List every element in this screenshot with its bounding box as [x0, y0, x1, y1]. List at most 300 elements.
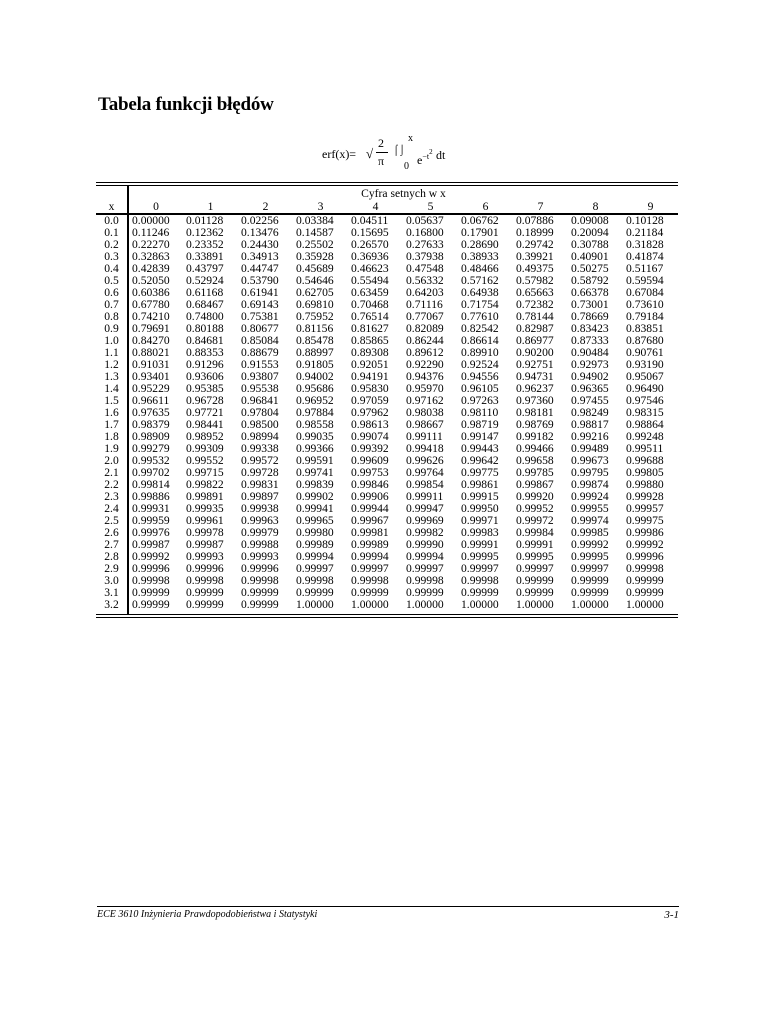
table-cell: 0.94376 — [406, 370, 444, 383]
table-cell: 0.99572 — [241, 454, 279, 467]
table-cell: 0.00000 — [132, 214, 170, 227]
table-cell: 0.99985 — [571, 526, 609, 539]
table-cell: 0.99971 — [461, 514, 499, 527]
formula-dt: dt — [436, 148, 446, 162]
table-cell: 0.87680 — [626, 334, 664, 347]
formula-exp-square: 2 — [429, 148, 433, 156]
table-cell: 0.99998 — [296, 574, 334, 587]
table-cell: 0.97962 — [351, 406, 389, 419]
table-cell: 0.98379 — [132, 418, 170, 431]
table-cell: 1.00000 — [296, 598, 334, 611]
row-x-value: 0.8 — [96, 311, 128, 323]
table-cell: 0.95067 — [626, 370, 664, 383]
table-cell: 0.97162 — [406, 394, 444, 407]
table-cell: 0.96728 — [186, 394, 224, 407]
table-cell: 0.99999 — [186, 598, 224, 611]
table-cell: 0.99902 — [296, 490, 334, 503]
table-cell: 0.99111 — [406, 430, 443, 443]
row-x-value: 0.4 — [96, 263, 128, 275]
table-cell: 0.98994 — [241, 430, 279, 443]
row-x-value: 1.1 — [96, 347, 128, 359]
table-cell: 0.93190 — [626, 358, 664, 371]
table-cell: 0.99741 — [296, 466, 334, 479]
table-cell: 0.71116 — [406, 298, 443, 311]
table-cell: 0.83851 — [626, 322, 664, 335]
table-cell: 0.99996 — [241, 562, 279, 575]
table-cell: 0.94191 — [351, 370, 389, 383]
table-cell: 0.99999 — [241, 598, 279, 611]
table-cell: 1.00000 — [626, 598, 664, 611]
table-cell: 0.99999 — [571, 574, 609, 587]
table-cell: 0.88021 — [132, 346, 170, 359]
table-cell: 0.99658 — [516, 454, 554, 467]
table-cell: 0.95830 — [351, 382, 389, 395]
table-cell: 0.99642 — [461, 454, 499, 467]
table-cell: 0.90484 — [571, 346, 609, 359]
table-cell: 0.96365 — [571, 382, 609, 395]
table-cell: 0.85865 — [351, 334, 389, 347]
row-x-value: 3.1 — [96, 587, 128, 599]
table-cell: 1.00000 — [351, 598, 389, 611]
table-cell: 0.46623 — [351, 262, 389, 275]
table-cell: 0.45689 — [296, 262, 334, 275]
table-cell: 0.93807 — [241, 370, 279, 383]
table-cell: 0.85478 — [296, 334, 334, 347]
table-cell: 0.22270 — [132, 238, 170, 251]
table-cell: 0.97360 — [516, 394, 554, 407]
table-cell: 0.99998 — [406, 574, 444, 587]
table-cell: 0.91553 — [241, 358, 279, 371]
table-cell: 0.99998 — [351, 574, 389, 587]
table-cell: 0.99764 — [406, 466, 444, 479]
table-cell: 0.98909 — [132, 430, 170, 443]
table-cell: 0.23352 — [186, 238, 224, 251]
erf-formula — [322, 134, 462, 174]
footer-course-title: ECE 3610 Inżynieria Prawdopodobieństwa i Statystyki — [97, 909, 318, 920]
table-cell: 0.99989 — [351, 538, 389, 551]
row-x-value: 2.1 — [96, 467, 128, 479]
table-cell: 0.77067 — [406, 310, 444, 323]
formula-exp-base: e — [417, 153, 423, 167]
table-cell: 0.99992 — [626, 538, 664, 551]
table-cell: 0.81156 — [296, 322, 334, 335]
table-cell: 0.39921 — [516, 250, 554, 263]
page-footer — [97, 906, 679, 921]
table-cell: 0.84270 — [132, 334, 170, 347]
formula-fraction-bar — [376, 152, 388, 153]
column-header: 8 — [568, 200, 623, 214]
table-cell: 0.98769 — [516, 418, 554, 431]
table-cell: 0.99831 — [241, 478, 279, 491]
table-cell: 0.99972 — [516, 514, 554, 527]
row-x-value: 2.9 — [96, 563, 128, 575]
column-header: 4 — [348, 200, 403, 214]
table-cell: 0.64938 — [461, 286, 499, 299]
table-cell: 0.99309 — [186, 442, 224, 455]
formula-numerator: 2 — [378, 136, 384, 150]
table-cell: 0.14587 — [296, 226, 334, 239]
table-cell: 0.99418 — [406, 442, 444, 455]
table-cell: 0.99839 — [296, 478, 334, 491]
table-cell: 0.99920 — [516, 490, 554, 503]
table-cell: 0.40901 — [571, 250, 609, 263]
row-x-value: 2.0 — [96, 455, 128, 467]
table-cell: 0.98613 — [351, 418, 389, 431]
table-cell: 0.98181 — [516, 406, 554, 419]
formula-lower-limit: 0 — [404, 161, 409, 172]
table-cell: 0.27633 — [406, 238, 444, 251]
table-cell: 0.99753 — [351, 466, 389, 479]
table-cell: 0.99928 — [626, 490, 664, 503]
table-cell: 0.99715 — [186, 466, 224, 479]
table-cell: 0.99963 — [241, 514, 279, 527]
row-x-value: 2.7 — [96, 539, 128, 551]
table-cell: 0.51167 — [626, 262, 664, 275]
table-cell: 0.99998 — [626, 562, 664, 575]
table-cell: 0.99392 — [351, 442, 389, 455]
table-cell: 0.99915 — [461, 490, 499, 503]
column-header: 3 — [293, 200, 348, 214]
table-cell: 0.94556 — [461, 370, 499, 383]
table-cell: 0.99489 — [571, 442, 609, 455]
table-cell: 0.95385 — [186, 382, 224, 395]
table-cell: 0.78144 — [516, 310, 554, 323]
page-title: Tabela funkcji błędów — [98, 94, 274, 115]
table-cell: 0.52050 — [132, 274, 170, 287]
table-cell: 0.99999 — [132, 586, 170, 599]
table-cell: 0.87333 — [571, 334, 609, 347]
table-cell: 0.98249 — [571, 406, 609, 419]
table-cell: 0.99999 — [626, 586, 664, 599]
table-cell: 0.98667 — [406, 418, 444, 431]
table-cell: 0.85084 — [241, 334, 279, 347]
table-cell: 0.97546 — [626, 394, 664, 407]
table-cell: 0.01128 — [186, 214, 224, 227]
table-cell: 0.89612 — [406, 346, 444, 359]
table-cell: 0.20094 — [571, 226, 609, 239]
table-cell: 0.26570 — [351, 238, 389, 251]
table-cell: 0.99279 — [132, 442, 170, 455]
table-cell: 0.99688 — [626, 454, 664, 467]
table-cell: 0.10128 — [626, 214, 664, 227]
table-cell: 0.32863 — [132, 250, 170, 263]
table-cell: 0.99874 — [571, 478, 609, 491]
table-cell: 0.92751 — [516, 358, 554, 371]
table-cell: 0.91296 — [186, 358, 224, 371]
table-cell: 0.80188 — [186, 322, 224, 335]
table-cell: 0.99947 — [406, 502, 444, 515]
table-cell: 0.94902 — [571, 370, 609, 383]
table-cell: 0.96105 — [461, 382, 499, 395]
table-cell: 0.70468 — [351, 298, 389, 311]
table-cell: 0.02256 — [241, 214, 279, 227]
table-cell: 0.64203 — [406, 286, 444, 299]
table-cell: 0.98038 — [406, 406, 444, 419]
table-cell: 0.99957 — [626, 502, 664, 515]
column-header: 2 — [238, 200, 293, 214]
table-cell: 0.84681 — [186, 334, 224, 347]
table-cell: 0.99998 — [241, 574, 279, 587]
table-cell: 0.99795 — [571, 466, 609, 479]
table-cell: 0.18999 — [516, 226, 554, 239]
table-cell: 0.04511 — [351, 214, 389, 227]
formula-exp-power: −t — [422, 152, 430, 161]
column-header: 5 — [403, 200, 458, 214]
row-x-value: 0.0 — [96, 214, 128, 227]
table-cell: 0.31828 — [626, 238, 664, 251]
table-cell: 0.99074 — [351, 430, 389, 443]
table-cell: 0.99626 — [406, 454, 444, 467]
row-x-value: 0.3 — [96, 251, 128, 263]
table-cell: 0.99775 — [461, 466, 499, 479]
table-cell: 0.86614 — [461, 334, 499, 347]
table-cell: 0.90761 — [626, 346, 664, 359]
table-cell: 0.99999 — [626, 574, 664, 587]
table-cell: 0.99147 — [461, 430, 499, 443]
row-x-value: 1.9 — [96, 443, 128, 455]
table-cell: 0.96952 — [296, 394, 334, 407]
table-cell: 0.99995 — [516, 550, 554, 563]
table-cell: 0.99366 — [296, 442, 334, 455]
column-header: 7 — [513, 200, 568, 214]
column-header: 1 — [183, 200, 238, 214]
table-cell: 0.99976 — [132, 526, 170, 539]
formula-integral-symbol: ⌠⌡ — [393, 145, 406, 156]
table-cell: 0.99974 — [571, 514, 609, 527]
formula-denominator: π — [378, 154, 385, 168]
table-cell: 0.99728 — [241, 466, 279, 479]
column-header: 0 — [128, 200, 183, 214]
row-x-value: 0.6 — [96, 287, 128, 299]
table-cell: 0.99846 — [351, 478, 389, 491]
table-cell: 0.99996 — [186, 562, 224, 575]
table-cell: 0.73001 — [571, 298, 609, 311]
row-x-value: 1.8 — [96, 431, 128, 443]
table-cell: 0.99995 — [571, 550, 609, 563]
table-cell: 0.15695 — [351, 226, 389, 239]
table-cell: 0.66378 — [571, 286, 609, 299]
table-cell: 0.13476 — [241, 226, 279, 239]
table-cell: 0.99978 — [186, 526, 224, 539]
table-cell: 0.28690 — [461, 238, 499, 251]
erf-table-container — [96, 182, 678, 618]
table-cell: 0.17901 — [461, 226, 499, 239]
table-cell: 0.99959 — [132, 514, 170, 527]
table-cell: 0.68467 — [186, 298, 224, 311]
table-cell: 0.52924 — [186, 274, 224, 287]
table-cell: 0.99999 — [186, 586, 224, 599]
table-cell: 0.99998 — [132, 574, 170, 587]
table-cell: 0.09008 — [571, 214, 609, 227]
row-x-value: 1.5 — [96, 395, 128, 407]
row-x-value: 3.0 — [96, 575, 128, 587]
table-cell: 0.67780 — [132, 298, 170, 311]
table-cell: 0.99991 — [461, 538, 499, 551]
table-cell: 0.61168 — [186, 286, 224, 299]
table-cell: 0.99935 — [186, 502, 224, 515]
table-cell: 0.99938 — [241, 502, 279, 515]
table-cell: 0.99999 — [406, 586, 444, 599]
table-cell: 1.00000 — [571, 598, 609, 611]
table-cell: 0.30788 — [571, 238, 609, 251]
table-cell: 0.59594 — [626, 274, 664, 287]
table-cell: 0.99982 — [406, 526, 444, 539]
table-cell: 1.00000 — [516, 598, 554, 611]
table-cell: 0.99952 — [516, 502, 554, 515]
table-cell: 0.76514 — [351, 310, 389, 323]
table-cell: 0.99993 — [241, 550, 279, 563]
row-x-value: 1.6 — [96, 407, 128, 419]
table-cell: 0.80677 — [241, 322, 279, 335]
table-cell: 0.50275 — [571, 262, 609, 275]
table-cell: 0.77610 — [461, 310, 499, 323]
table-cell: 0.57982 — [516, 274, 554, 287]
table-cell: 0.99609 — [351, 454, 389, 467]
row-x-value: 2.4 — [96, 503, 128, 515]
table-cell: 0.99216 — [571, 430, 609, 443]
table-cell: 0.82542 — [461, 322, 499, 335]
table-cell: 0.75381 — [241, 310, 279, 323]
table-cell: 0.36936 — [351, 250, 389, 263]
table-cell: 0.99911 — [406, 490, 444, 503]
table-cell: 0.99182 — [516, 430, 554, 443]
row-x-value: 0.7 — [96, 299, 128, 311]
table-cell: 0.98110 — [461, 406, 499, 419]
table-cell: 0.99965 — [296, 514, 334, 527]
table-cell: 0.99979 — [241, 526, 279, 539]
table-cell: 0.99999 — [516, 586, 554, 599]
table-cell: 0.98315 — [626, 406, 664, 419]
table-cell: 0.25502 — [296, 238, 334, 251]
table-cell: 0.90200 — [516, 346, 554, 359]
table-cell: 0.93606 — [186, 370, 224, 383]
table-cell: 0.95970 — [406, 382, 444, 395]
column-header: 9 — [623, 200, 678, 214]
table-cell: 0.07886 — [516, 214, 554, 227]
table-cell: 0.99941 — [296, 502, 334, 515]
table-cell: 0.88997 — [296, 346, 334, 359]
table-cell: 0.83423 — [571, 322, 609, 335]
formula-exponential — [417, 149, 433, 166]
table-cell: 0.96841 — [241, 394, 279, 407]
table-cell: 0.69143 — [241, 298, 279, 311]
table-cell: 0.44747 — [241, 262, 279, 275]
table-cell: 0.98817 — [571, 418, 609, 431]
table-cell: 0.99931 — [132, 502, 170, 515]
row-x-value: 2.5 — [96, 515, 128, 527]
table-cell: 1.00000 — [461, 598, 499, 611]
table-cell: 0.97455 — [571, 394, 609, 407]
table-cell: 0.82987 — [516, 322, 554, 335]
table-cell: 0.92290 — [406, 358, 444, 371]
table-cell: 0.99880 — [626, 478, 664, 491]
table-cell: 0.99997 — [406, 562, 444, 575]
table-cell: 0.48466 — [461, 262, 499, 275]
formula-upper-limit: x — [408, 133, 413, 144]
table-cell: 0.99035 — [296, 430, 334, 443]
table-cell: 0.99891 — [186, 490, 224, 503]
table-cell: 0.99992 — [571, 538, 609, 551]
table-cell: 0.97721 — [186, 406, 224, 419]
table-cell: 0.99532 — [132, 454, 170, 467]
table-cell: 0.16800 — [406, 226, 444, 239]
row-x-value: 1.2 — [96, 359, 128, 371]
table-cell: 0.06762 — [461, 214, 499, 227]
row-x-value: 0.1 — [96, 227, 128, 239]
table-cell: 0.86977 — [516, 334, 554, 347]
table-cell: 0.99867 — [516, 478, 554, 491]
table-bottom-rule-2 — [96, 617, 678, 618]
table-cell: 0.99969 — [406, 514, 444, 527]
table-row — [96, 599, 678, 614]
table-cell: 0.88353 — [186, 346, 224, 359]
table-cell: 0.99996 — [132, 562, 170, 575]
table-cell: 0.92973 — [571, 358, 609, 371]
table-cell: 0.61941 — [241, 286, 279, 299]
table-cell: 0.99861 — [461, 478, 499, 491]
table-cell: 0.98441 — [186, 418, 224, 431]
table-caption: Cyfra setnych w x — [361, 187, 446, 200]
table-cell: 0.99999 — [241, 586, 279, 599]
table-cell: 0.99511 — [626, 442, 664, 455]
table-cell: 0.49375 — [516, 262, 554, 275]
table-cell: 0.99981 — [351, 526, 389, 539]
table-cell: 0.67084 — [626, 286, 664, 299]
table-cell: 0.99986 — [626, 526, 664, 539]
table-cell: 0.53790 — [241, 274, 279, 287]
table-cell: 0.99997 — [516, 562, 554, 575]
table-cell: 0.99944 — [351, 502, 389, 515]
table-cell: 0.99975 — [626, 514, 664, 527]
table-cell: 0.99997 — [571, 562, 609, 575]
table-cell: 0.99854 — [406, 478, 444, 491]
table-cell: 0.94002 — [296, 370, 334, 383]
table-cell: 0.99805 — [626, 466, 664, 479]
table-cell: 0.97635 — [132, 406, 170, 419]
table-cell: 0.99886 — [132, 490, 170, 503]
table-cell: 0.21184 — [626, 226, 664, 239]
table-cell: 0.74210 — [132, 310, 170, 323]
table-cell: 0.99994 — [296, 550, 334, 563]
table-cell: 0.99987 — [132, 538, 170, 551]
table-cell: 0.99955 — [571, 502, 609, 515]
table-cell: 0.96611 — [132, 394, 170, 407]
table-cell: 0.92051 — [351, 358, 389, 371]
table-cell: 0.57162 — [461, 274, 499, 287]
footer-page-number: 3-1 — [664, 909, 679, 921]
table-cell: 0.99999 — [132, 598, 170, 611]
table-cell: 0.99999 — [516, 574, 554, 587]
table-cell: 0.99996 — [626, 550, 664, 563]
table-cell: 0.91805 — [296, 358, 334, 371]
table-cell: 0.99984 — [516, 526, 554, 539]
table-cell: 0.99997 — [296, 562, 334, 575]
table-cell: 0.99591 — [296, 454, 334, 467]
table-cell: 0.99994 — [406, 550, 444, 563]
table-cell: 0.99999 — [461, 586, 499, 599]
table-cell: 0.74800 — [186, 310, 224, 323]
table-cell: 0.94731 — [516, 370, 554, 383]
table-cell: 0.99995 — [461, 550, 499, 563]
table-cell: 0.97059 — [351, 394, 389, 407]
table-cell: 0.56332 — [406, 274, 444, 287]
table-cell: 0.99987 — [186, 538, 224, 551]
table-cell: 0.97804 — [241, 406, 279, 419]
table-cell: 0.95538 — [241, 382, 279, 395]
row-x-value: 1.3 — [96, 371, 128, 383]
table-cell: 0.41874 — [626, 250, 664, 263]
table-cell: 0.99997 — [351, 562, 389, 575]
